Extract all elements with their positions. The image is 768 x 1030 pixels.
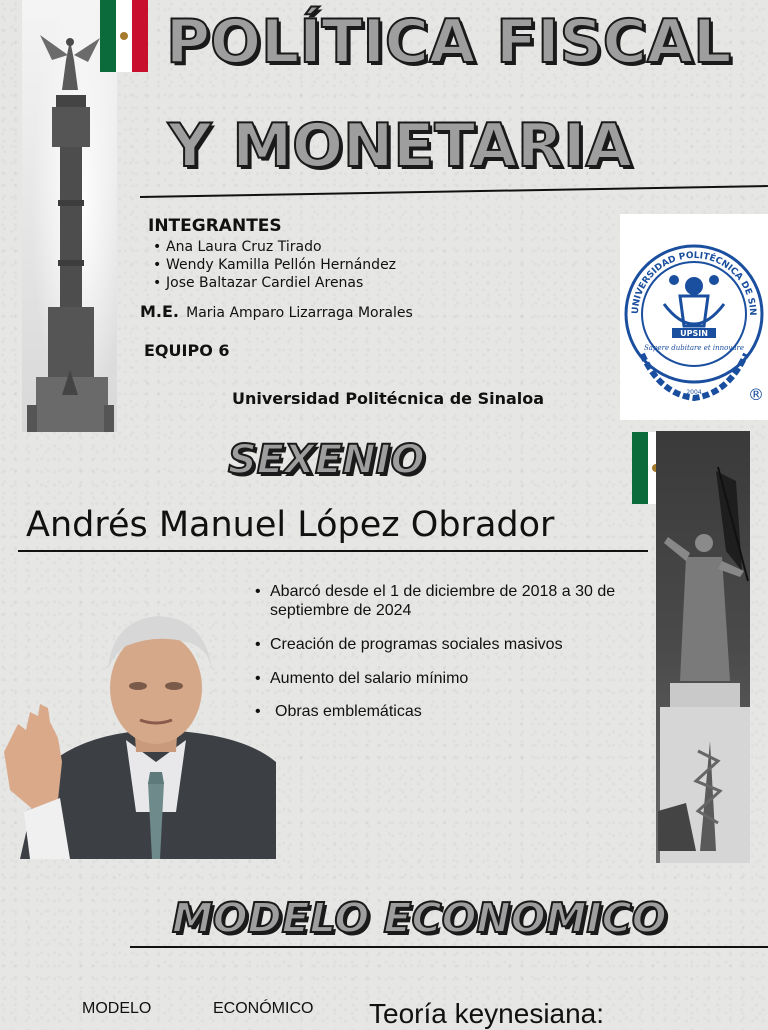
registered-mark: ® bbox=[748, 385, 764, 404]
advisor-name: Maria Amparo Lizarraga Morales bbox=[186, 305, 413, 321]
logo-acronym: UPSIN bbox=[680, 329, 708, 338]
title-divider bbox=[140, 185, 768, 198]
member-item: • Wendy Kamilla Pellón Hernández bbox=[150, 256, 450, 274]
president-portrait-photo bbox=[0, 612, 276, 859]
logo-ring-text: UNIVERSIDAD POLITÉCNICA DE SIN bbox=[630, 250, 758, 316]
list-item: • Creación de programas sociales masivos bbox=[255, 635, 625, 654]
modelo-divider bbox=[130, 946, 768, 948]
theory-heading: Teoría keynesiana: bbox=[369, 998, 605, 1029]
list-item: • Obras emblemáticas bbox=[255, 702, 625, 721]
main-title-line2: Y MONETARIA bbox=[168, 111, 632, 181]
university-name: Universidad Politécnica de Sinaloa bbox=[232, 389, 545, 408]
president-underline bbox=[18, 550, 648, 552]
team-heading: INTEGRANTES bbox=[148, 216, 282, 236]
president-name: Andrés Manuel López Obrador bbox=[26, 505, 555, 545]
main-title-line1: POLÍTICA FISCAL bbox=[166, 7, 732, 77]
modelo-heading: MODELO ECONOMICO bbox=[172, 894, 667, 942]
advisor-prefix: M.E. bbox=[140, 302, 180, 321]
sexenio-points bbox=[255, 582, 625, 721]
list-item: • Abarcó desde el 1 de diciembre de 2018 a 30 de septiembre de 2024 bbox=[255, 582, 625, 620]
member-item: • Jose Baltazar Cardiel Arenas bbox=[150, 274, 450, 292]
team-name: EQUIPO 6 bbox=[144, 341, 230, 360]
list-item: • Aumento del salario mínimo bbox=[255, 669, 625, 688]
sexenio-heading: SEXENIO bbox=[228, 437, 425, 483]
university-logo bbox=[620, 214, 768, 420]
modelo-label-left: MODELO bbox=[82, 1000, 152, 1017]
hidalgo-statue-photo bbox=[656, 431, 750, 863]
mexico-flag-icon bbox=[100, 0, 148, 72]
logo-year: 2004 bbox=[686, 389, 702, 396]
member-list bbox=[150, 238, 450, 292]
svg-text:UNIVERSIDAD POLITÉCNICA DE SIN bbox=[620, 214, 757, 316]
logo-motto: Sapere dubitare et innovare bbox=[644, 344, 744, 352]
modelo-label-right: ECONÓMICO bbox=[213, 1000, 314, 1017]
advisor-line bbox=[140, 302, 413, 321]
member-item: • Ana Laura Cruz Tirado bbox=[150, 238, 450, 256]
